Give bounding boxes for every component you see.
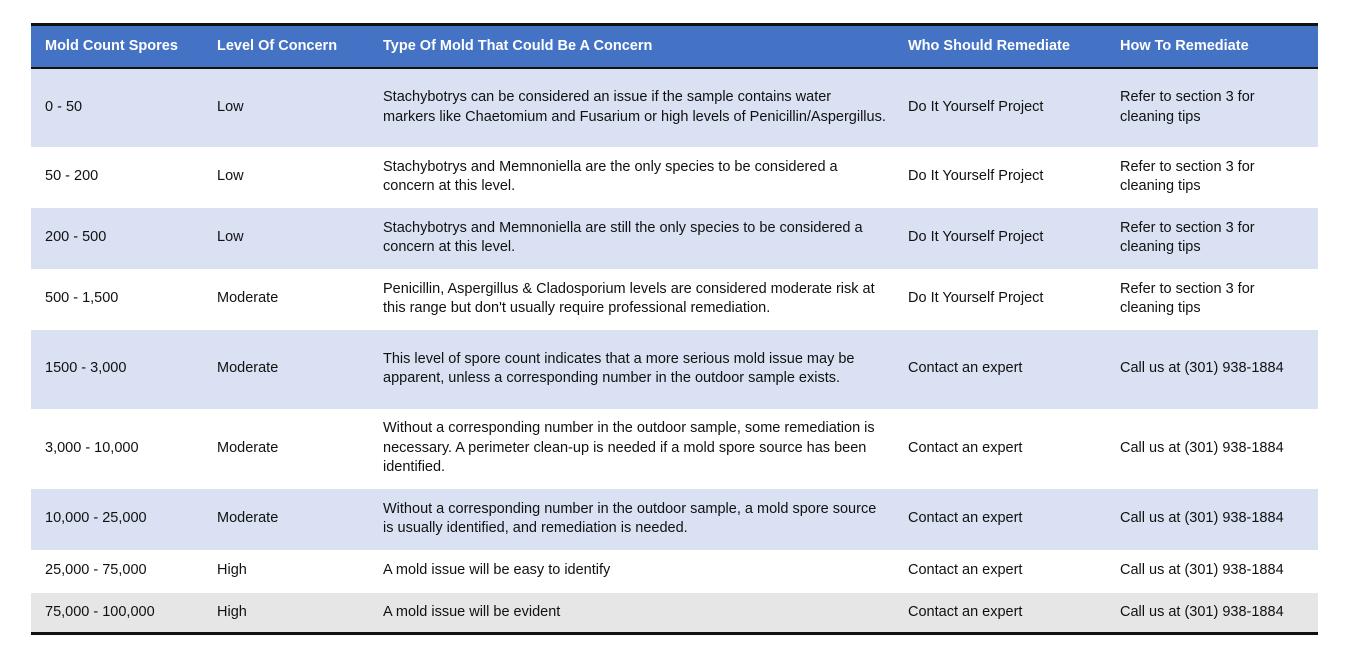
cell-who: Contact an expert — [908, 562, 1023, 579]
cell-mold-count: 200 - 500 — [45, 229, 107, 246]
header-level-of-concern: Level Of Concern — [217, 37, 338, 54]
table-row — [31, 330, 1318, 409]
table-row — [31, 68, 1318, 147]
cell-who: Do It Yourself Project — [908, 98, 1044, 115]
table-row — [31, 269, 1318, 330]
cell-how: Refer to section 3 for cleaning tips — [1120, 280, 1255, 316]
cell-level: High — [217, 562, 247, 579]
header-mold-count: Mold Count Spores — [45, 37, 178, 54]
table-row — [31, 489, 1318, 550]
cell-mold-type: A mold issue will be easy to identify — [383, 562, 611, 579]
table-row — [31, 550, 1318, 593]
table-row — [31, 147, 1318, 208]
cell-mold-type: Stachybotrys and Memnoniella are still the only species to be considered a concern at this level. — [383, 219, 863, 255]
table-row — [31, 593, 1318, 634]
table-header — [31, 25, 1318, 68]
cell-how: Call us at (301) 938-1884 — [1120, 562, 1284, 579]
cell-mold-count: 10,000 - 25,000 — [45, 510, 147, 527]
cell-mold-type: Without a corresponding number in the outdoor sample, a mold spore source is usually identified, and remediation is needed. — [383, 500, 877, 536]
cell-who: Do It Yourself Project — [908, 168, 1044, 185]
cell-mold-type: This level of spore count indicates that a more serious mold issue may be apparent, unless a corresponding number in the outdoor sample exists. — [383, 350, 855, 386]
header-row — [31, 25, 1318, 68]
cell-mold-count: 1500 - 3,000 — [45, 360, 127, 377]
table-row — [31, 409, 1318, 489]
cell-mold-count: 50 - 200 — [45, 168, 99, 185]
cell-level: Low — [217, 168, 244, 185]
cell-mold-type: Stachybotrys can be considered an issue if the sample contains water markers like Chaetomium and Fusarium or high levels of Penicillin/Aspergillus. — [383, 89, 886, 125]
cell-mold-count: 0 - 50 — [45, 98, 83, 115]
mold-count-table-container — [31, 23, 1318, 635]
table-row — [31, 208, 1318, 269]
cell-who: Do It Yourself Project — [908, 290, 1044, 307]
cell-level: Low — [217, 229, 244, 246]
mold-count-table — [31, 23, 1318, 635]
cell-mold-count: 3,000 - 10,000 — [45, 439, 139, 456]
header-type-of-mold: Type Of Mold That Could Be A Concern — [383, 37, 653, 54]
cell-mold-type: Without a corresponding number in the outdoor sample, some remediation is necessary. A perimeter clean-up is needed if a mold spore source has been identified. — [383, 420, 875, 476]
header-who-should-remediate: Who Should Remediate — [908, 37, 1070, 54]
cell-how: Refer to section 3 for cleaning tips — [1120, 89, 1255, 125]
cell-who: Contact an expert — [908, 439, 1023, 456]
cell-level: Moderate — [217, 290, 279, 307]
cell-level: Moderate — [217, 360, 279, 377]
cell-who: Contact an expert — [908, 603, 1023, 620]
cell-level: Moderate — [217, 510, 279, 527]
table-body — [31, 68, 1318, 634]
cell-how: Call us at (301) 938-1884 — [1120, 360, 1284, 377]
cell-who: Do It Yourself Project — [908, 229, 1044, 246]
cell-mold-type: A mold issue will be evident — [383, 603, 561, 620]
cell-level: High — [217, 603, 247, 620]
cell-mold-count: 25,000 - 75,000 — [45, 562, 147, 579]
cell-who: Contact an expert — [908, 360, 1023, 377]
cell-who: Contact an expert — [908, 510, 1023, 527]
cell-level: Low — [217, 98, 244, 115]
cell-mold-type: Penicillin, Aspergillus & Cladosporium levels are considered moderate risk at this range but don't usually require professional remediation. — [383, 280, 875, 316]
cell-mold-count: 500 - 1,500 — [45, 290, 119, 307]
cell-level: Moderate — [217, 439, 279, 456]
header-how-to-remediate: How To Remediate — [1120, 37, 1249, 54]
cell-how: Refer to section 3 for cleaning tips — [1120, 158, 1255, 194]
cell-how: Call us at (301) 938-1884 — [1120, 603, 1284, 620]
cell-how: Call us at (301) 938-1884 — [1120, 439, 1284, 456]
cell-mold-count: 75,000 - 100,000 — [45, 603, 155, 620]
cell-how: Refer to section 3 for cleaning tips — [1120, 219, 1255, 255]
cell-mold-type: Stachybotrys and Memnoniella are the only species to be considered a concern at this level. — [383, 158, 838, 194]
cell-how: Call us at (301) 938-1884 — [1120, 510, 1284, 527]
